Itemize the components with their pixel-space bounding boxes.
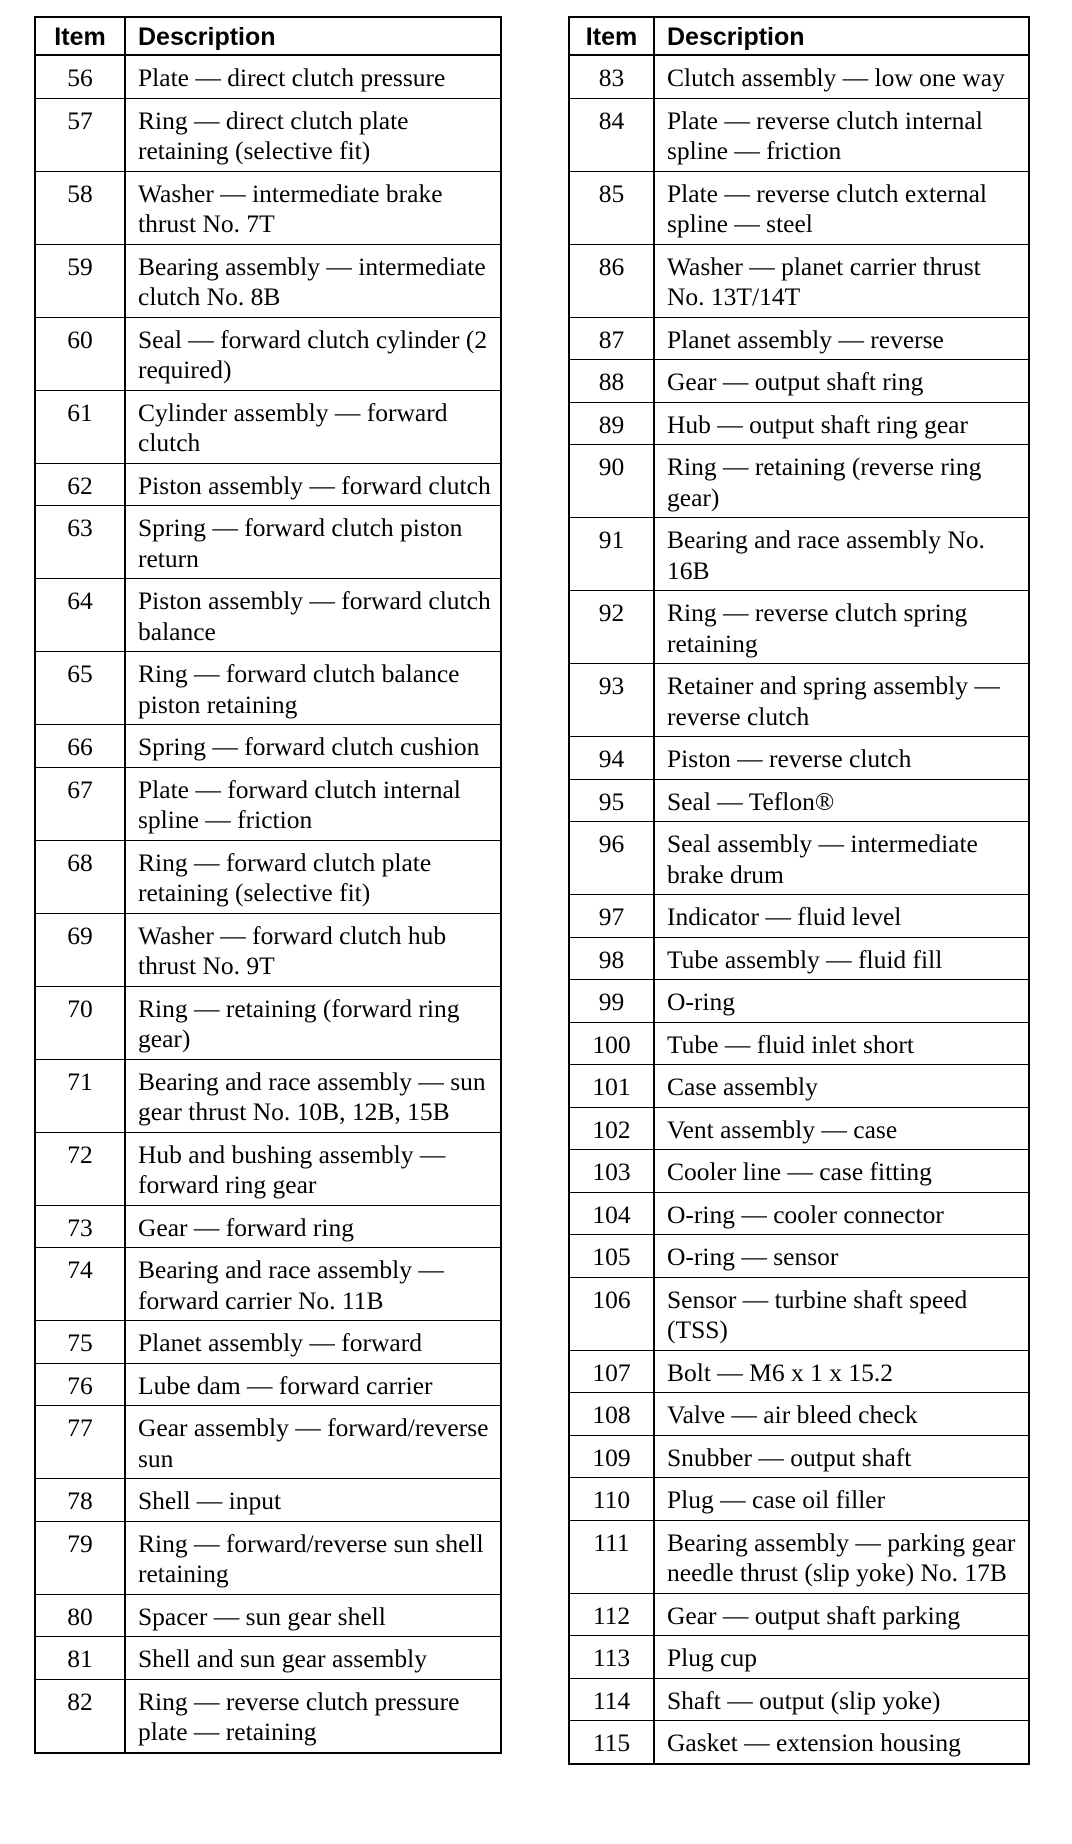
description-cell: Seal assembly — intermediate brake drum [654,822,1029,895]
table-header-row [569,17,1029,55]
table-row [569,1435,1029,1478]
description-cell: Gear — output shaft ring [654,360,1029,403]
item-number-cell: 91 [569,518,654,591]
description-cell: Bearing assembly — intermediate clutch No. 8B [125,244,501,317]
item-number-cell: 69 [35,913,125,986]
table-row [569,591,1029,664]
parts-table-left [34,16,502,1754]
item-column-header: Item [569,17,654,55]
description-cell: Retainer and spring assembly — reverse clutch [654,664,1029,737]
description-cell: Seal — Teflon® [654,779,1029,822]
description-cell: Spring — forward clutch cushion [125,725,501,768]
description-cell: Gear assembly — forward/reverse sun [125,1406,501,1479]
description-cell: Bolt — M6 x 1 x 15.2 [654,1350,1029,1393]
description-cell: Spacer — sun gear shell [125,1594,501,1637]
description-cell: Cooler line — case fitting [654,1150,1029,1193]
item-number-cell: 115 [569,1721,654,1764]
table-row [35,1205,501,1248]
item-number-cell: 88 [569,360,654,403]
item-number-cell: 78 [35,1479,125,1522]
description-cell: Lube dam — forward carrier [125,1363,501,1406]
description-cell: Piston — reverse clutch [654,737,1029,780]
table-row [35,463,501,506]
item-number-cell: 77 [35,1406,125,1479]
table-row [569,1478,1029,1521]
table-row [569,1678,1029,1721]
item-number-cell: 107 [569,1350,654,1393]
item-number-cell: 104 [569,1192,654,1235]
table-row [35,506,501,579]
table-header-row [35,17,501,55]
description-cell: O-ring — sensor [654,1235,1029,1278]
description-cell: Ring — forward/reverse sun shell retaining [125,1521,501,1594]
item-number-cell: 61 [35,390,125,463]
table-row [569,360,1029,403]
item-number-cell: 92 [569,591,654,664]
item-number-cell: 82 [35,1679,125,1753]
table-row [569,1393,1029,1436]
description-cell: Hub — output shaft ring gear [654,402,1029,445]
table-row [35,652,501,725]
item-number-cell: 100 [569,1022,654,1065]
description-cell: Seal — forward clutch cylinder (2 required) [125,317,501,390]
item-number-cell: 94 [569,737,654,780]
table-row [569,402,1029,445]
item-number-cell: 72 [35,1132,125,1205]
description-cell: Bearing and race assembly — sun gear thrust No. 10B, 12B, 15B [125,1059,501,1132]
table-row [569,1636,1029,1679]
description-cell: Plate — forward clutch internal spline — friction [125,767,501,840]
table-row [35,317,501,390]
description-cell: Plate — reverse clutch external spline — steel [654,171,1029,244]
table-row [569,895,1029,938]
table-row [569,518,1029,591]
table-row [569,1065,1029,1108]
table-row [569,937,1029,980]
item-number-cell: 89 [569,402,654,445]
table-row [35,390,501,463]
description-cell: Shell and sun gear assembly [125,1637,501,1680]
description-cell: Washer — forward clutch hub thrust No. 9T [125,913,501,986]
item-number-cell: 99 [569,980,654,1023]
item-number-cell: 86 [569,244,654,317]
item-number-cell: 112 [569,1593,654,1636]
table-row [569,1721,1029,1764]
description-cell: Bearing assembly — parking gear needle thrust (slip yoke) No. 17B [654,1520,1029,1593]
description-cell: Ring — retaining (reverse ring gear) [654,445,1029,518]
description-cell: Tube — fluid inlet short [654,1022,1029,1065]
table-row [35,1594,501,1637]
description-cell: Ring — reverse clutch pressure plate — retaining [125,1679,501,1753]
table-row [569,737,1029,780]
description-cell: Plug cup [654,1636,1029,1679]
item-number-cell: 57 [35,98,125,171]
item-number-cell: 97 [569,895,654,938]
item-number-cell: 106 [569,1277,654,1350]
description-cell: Gear — output shaft parking [654,1593,1029,1636]
description-cell: Washer — planet carrier thrust No. 13T/14T [654,244,1029,317]
description-cell: Snubber — output shaft [654,1435,1029,1478]
table-row [569,1277,1029,1350]
description-cell: Gear — forward ring [125,1205,501,1248]
item-number-cell: 80 [35,1594,125,1637]
table-row [569,822,1029,895]
description-cell: Piston assembly — forward clutch [125,463,501,506]
table-row [569,1593,1029,1636]
description-cell: Plug — case oil filler [654,1478,1029,1521]
description-cell: O-ring [654,980,1029,1023]
item-number-cell: 83 [569,55,654,98]
table-row [35,1679,501,1753]
description-cell: Bearing and race assembly No. 16B [654,518,1029,591]
table-row [569,779,1029,822]
item-number-cell: 63 [35,506,125,579]
table-row [569,317,1029,360]
table-row [35,1406,501,1479]
description-cell: Plate — reverse clutch internal spline — friction [654,98,1029,171]
item-number-cell: 70 [35,986,125,1059]
description-cell: Washer — intermediate brake thrust No. 7T [125,171,501,244]
description-cell: Ring — forward clutch plate retaining (selective fit) [125,840,501,913]
item-number-cell: 90 [569,445,654,518]
item-number-cell: 71 [35,1059,125,1132]
description-cell: Vent assembly — case [654,1107,1029,1150]
description-cell: Planet assembly — forward [125,1321,501,1364]
table-row [569,98,1029,171]
description-column-header: Description [654,17,1029,55]
item-number-cell: 81 [35,1637,125,1680]
table-row [35,1637,501,1680]
item-number-cell: 101 [569,1065,654,1108]
description-cell: Plate — direct clutch pressure [125,55,501,98]
table-row [35,1059,501,1132]
item-number-cell: 64 [35,579,125,652]
item-number-cell: 113 [569,1636,654,1679]
table-row [569,980,1029,1023]
item-number-cell: 67 [35,767,125,840]
description-cell: Planet assembly — reverse [654,317,1029,360]
table-row [35,98,501,171]
item-number-cell: 95 [569,779,654,822]
item-number-cell: 66 [35,725,125,768]
item-column-header: Item [35,17,125,55]
description-cell: Shaft — output (slip yoke) [654,1678,1029,1721]
item-number-cell: 84 [569,98,654,171]
table-row [569,55,1029,98]
item-number-cell: 108 [569,1393,654,1436]
item-number-cell: 103 [569,1150,654,1193]
table-row [569,664,1029,737]
item-number-cell: 93 [569,664,654,737]
table-row [569,1192,1029,1235]
parts-table-right-body [569,55,1029,1764]
item-number-cell: 74 [35,1248,125,1321]
table-row [35,1521,501,1594]
description-cell: Gasket — extension housing [654,1721,1029,1764]
item-number-cell: 105 [569,1235,654,1278]
item-number-cell: 75 [35,1321,125,1364]
table-row [569,1235,1029,1278]
item-number-cell: 109 [569,1435,654,1478]
item-number-cell: 76 [35,1363,125,1406]
table-row [35,55,501,98]
description-cell: Shell — input [125,1479,501,1522]
item-number-cell: 96 [569,822,654,895]
item-number-cell: 114 [569,1678,654,1721]
description-cell: Clutch assembly — low one way [654,55,1029,98]
description-cell: Tube assembly — fluid fill [654,937,1029,980]
item-number-cell: 87 [569,317,654,360]
table-row [569,1520,1029,1593]
table-row [569,1350,1029,1393]
description-cell: Sensor — turbine shaft speed (TSS) [654,1277,1029,1350]
description-cell: Piston assembly — forward clutch balance [125,579,501,652]
item-number-cell: 58 [35,171,125,244]
item-number-cell: 60 [35,317,125,390]
table-row [35,840,501,913]
item-number-cell: 79 [35,1521,125,1594]
item-number-cell: 65 [35,652,125,725]
parts-table-left-body [35,55,501,1753]
description-cell: Case assembly [654,1065,1029,1108]
item-number-cell: 62 [35,463,125,506]
item-number-cell: 85 [569,171,654,244]
table-row [35,1132,501,1205]
description-cell: Cylinder assembly — forward clutch [125,390,501,463]
description-cell: Bearing and race assembly — forward carrier No. 11B [125,1248,501,1321]
description-cell: Ring — direct clutch plate retaining (selective fit) [125,98,501,171]
table-row [35,986,501,1059]
table-row [569,1022,1029,1065]
description-column-header: Description [125,17,501,55]
item-number-cell: 73 [35,1205,125,1248]
table-row [35,725,501,768]
table-row [35,1321,501,1364]
description-cell: Valve — air bleed check [654,1393,1029,1436]
item-number-cell: 111 [569,1520,654,1593]
table-row [35,171,501,244]
item-number-cell: 98 [569,937,654,980]
parts-table-right [568,16,1030,1765]
item-number-cell: 110 [569,1478,654,1521]
description-cell: Indicator — fluid level [654,895,1029,938]
description-cell: Spring — forward clutch piston return [125,506,501,579]
table-row [569,244,1029,317]
description-cell: Hub and bushing assembly — forward ring gear [125,1132,501,1205]
table-row [569,445,1029,518]
item-number-cell: 68 [35,840,125,913]
table-row [35,1479,501,1522]
description-cell: Ring — retaining (forward ring gear) [125,986,501,1059]
table-row [569,171,1029,244]
item-number-cell: 102 [569,1107,654,1150]
table-row [35,579,501,652]
table-row [35,244,501,317]
table-row [569,1107,1029,1150]
table-row [35,767,501,840]
description-cell: Ring — reverse clutch spring retaining [654,591,1029,664]
description-cell: O-ring — cooler connector [654,1192,1029,1235]
table-row [569,1150,1029,1193]
item-number-cell: 56 [35,55,125,98]
table-row [35,913,501,986]
description-cell: Ring — forward clutch balance piston retaining [125,652,501,725]
table-row [35,1248,501,1321]
table-row [35,1363,501,1406]
item-number-cell: 59 [35,244,125,317]
